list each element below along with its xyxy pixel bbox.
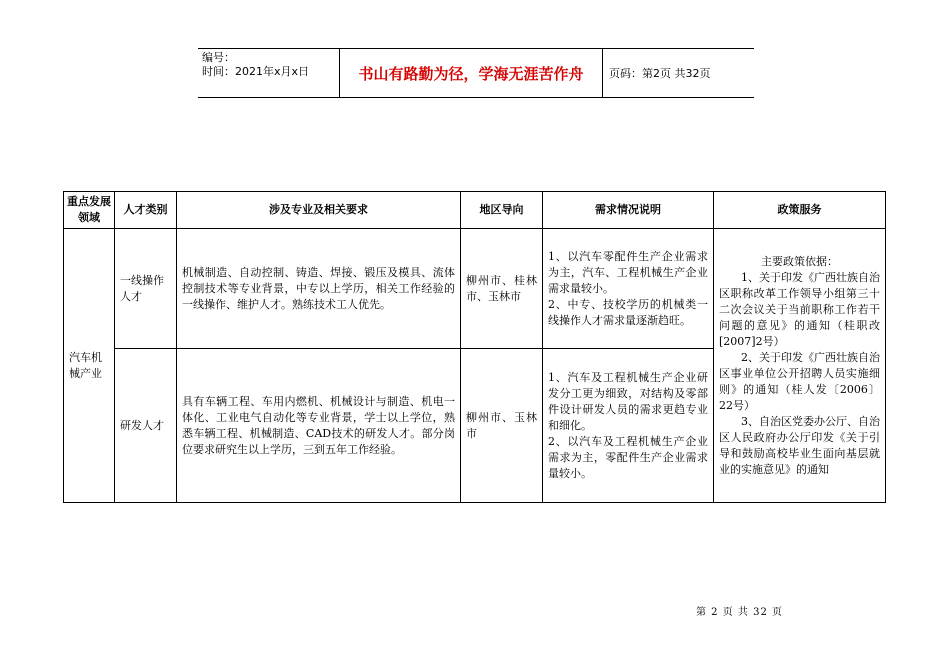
page-header <box>198 48 754 98</box>
field-cell: 汽车机械产业 <box>64 229 115 503</box>
need-item: 1、以汽车零配件生产企业需求为主，汽车、工程机械生产企业需求量较小。 <box>548 249 708 295</box>
table-row <box>64 229 886 349</box>
column-header: 地区导向 <box>461 192 543 229</box>
number-label: 编号： <box>202 51 235 64</box>
header-page-label: 页码：第2页 共32页 <box>609 67 711 80</box>
talent-table <box>63 191 886 503</box>
region-cell: 柳州市、桂林市、玉林市 <box>461 229 543 349</box>
column-header: 人才类别 <box>115 192 177 229</box>
column-header: 需求情况说明 <box>543 192 714 229</box>
category-cell: 研发人才 <box>115 349 177 503</box>
policy-item: 3、自治区党委办公厅、自治区人民政府办公厅印发《关于引导和鼓励高校毕业生面向基层就业的实施意见》的通知 <box>719 414 880 476</box>
column-header: 重点发展领域 <box>64 192 115 229</box>
requirement-cell: 具有车辆工程、车用内燃机、机械设计与制造、机电一体化、工业电气自动化等专业背景，学士以上学位，熟悉车辆工程、机械制造、CAD技术的研发人才。部分岗位要求研究生以上学历，三到五年工作经验。 <box>177 349 461 503</box>
need-cell <box>543 229 714 349</box>
need-item: 2、中专、技校学历的机械类一线操作人才需求量逐渐趋旺。 <box>548 297 708 327</box>
header-motto: 书山有路勤为径，学海无涯苦作舟 <box>340 49 603 97</box>
requirement-cell: 机械制造、自动控制、铸造、焊接、锻压及模具、流体控制技术等专业背景，中专以上学历，相关工作经验的一线操作、维护人才。熟练技术工人优先。 <box>177 229 461 349</box>
column-header: 政策服务 <box>714 192 886 229</box>
region-cell: 柳州市、玉林市 <box>461 349 543 503</box>
policy-item: 1、关于印发《广西壮族自治区职称改革工作领导小组第三十二次会议关于当前职称工作若干问题的意见》的通知（桂职改[2007]2号） <box>719 270 880 348</box>
date-label: 时间：2021年x月x日 <box>202 65 310 78</box>
page-footer: 第 2 页 共 32 页 <box>696 607 783 618</box>
need-item: 1、汽车及工程机械生产企业研发分工更为细致，对结构及零部件设计研发人员的需求更趋专业和细化。 <box>548 370 708 432</box>
header-meta <box>198 49 340 97</box>
policy-item: 2、关于印发《广西壮族自治区事业单位公开招聘人员实施细则》的通知（桂人发〔2006〕22号） <box>719 350 880 412</box>
policy-heading: 主要政策依据： <box>761 254 838 268</box>
need-item: 2、以汽车及工程机械生产企业需求为主，零配件生产企业需求量较小。 <box>548 434 708 480</box>
policy-cell <box>714 229 886 503</box>
column-header: 涉及专业及相关要求 <box>177 192 461 229</box>
need-cell <box>543 349 714 503</box>
category-cell: 一线操作人才 <box>115 229 177 349</box>
table-header-row <box>64 192 886 229</box>
